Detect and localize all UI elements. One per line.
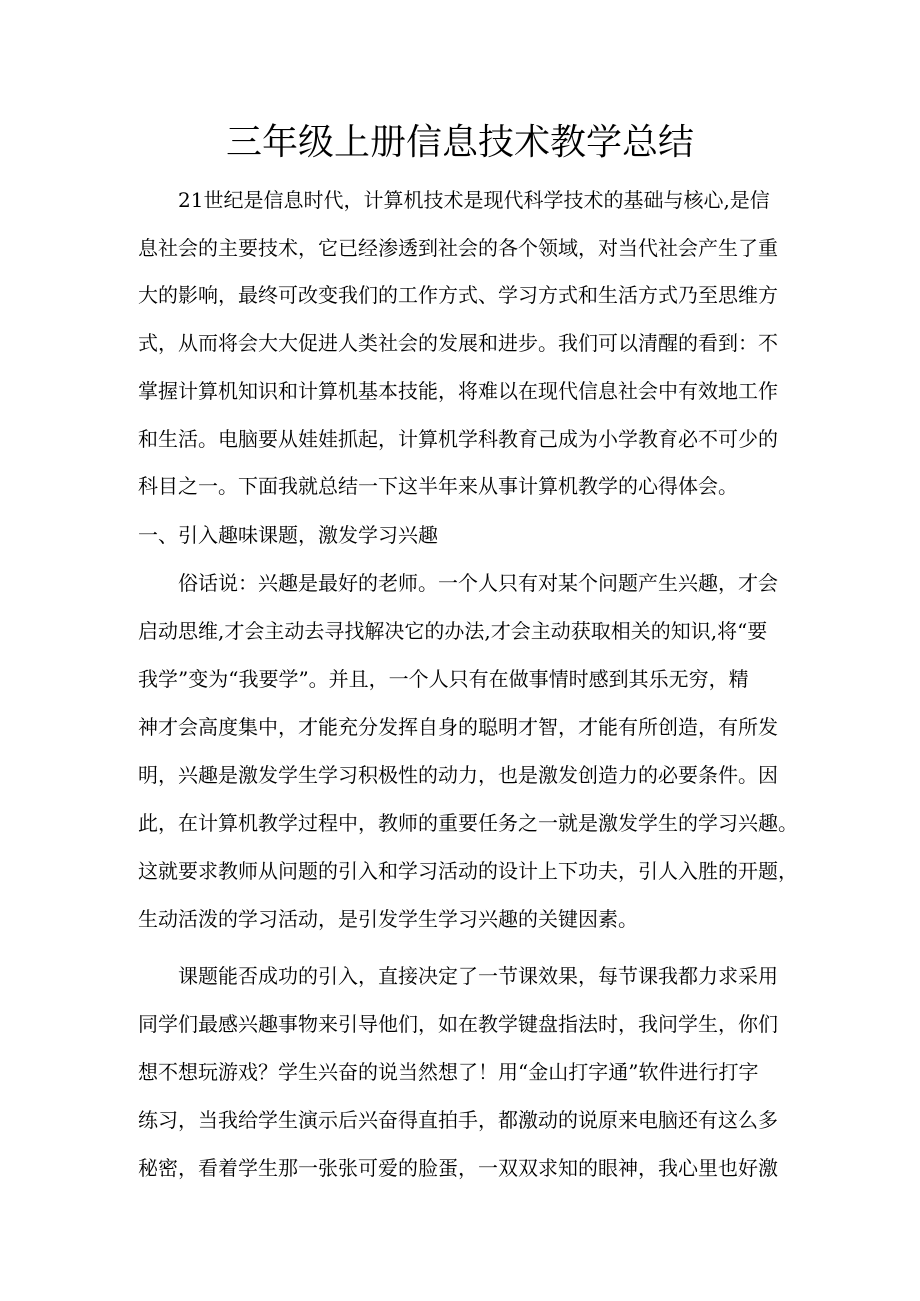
- paragraph-line: 此，在计算机教学过程中，教师的重要任务之一就是激发学生的学习兴趣。: [138, 811, 798, 835]
- paragraph-line: 息社会的主要技术，它已经渗透到社会的各个领域，对当代社会产生了重: [138, 236, 778, 260]
- paragraph-line: 课题能否成功的引入，直接决定了一节课效果，每节课我都力求采用: [178, 964, 778, 988]
- paragraph-line: 练习，当我给学生演示后兴奋得直拍手，都激动的说原来电脑还有这么多: [138, 1108, 778, 1132]
- paragraph-line: 这就要求教师从问题的引入和学习活动的设计上下功夫，引人入胜的开题，: [138, 859, 798, 883]
- paragraph-line: 生动活泼的学习活动，是引发学生学习兴趣的关键因素。: [138, 907, 638, 931]
- paragraph-line: 大的影响，最终可改变我们的工作方式、学习方式和生活方式乃至思维方: [138, 283, 778, 307]
- paragraph-line: 我学”变为“我要学”。并且，一个人只有在做事情时感到其乐无穷，精: [138, 667, 749, 691]
- paragraph-line: 启动思维,才会主动去寻找解决它的办法,才会主动获取相关的知识,将“要: [138, 619, 768, 643]
- paragraph-line: 同学们最感兴趣事物来引导他们，如在教学键盘指法时，我问学生，你们: [138, 1012, 778, 1036]
- paragraph-line: 俗话说：兴趣是最好的老师。一个人只有对某个问题产生兴趣，才会: [178, 571, 778, 595]
- paragraph-line: 式，从而将会大大促进人类社会的发展和进步。我们可以清醒的看到：不: [138, 331, 778, 355]
- paragraph-line: 21世纪是信息时代，计算机技术是现代科学技术的基础与核心,是信: [178, 188, 770, 212]
- paragraph-line: 明，兴趣是激发学生学习积极性的动力，也是激发创造力的必要条件。因: [138, 763, 778, 787]
- paragraph-line: 秘密，看着学生那一张张可爱的脸蛋，一双双求知的眼神，我心里也好激: [138, 1156, 778, 1180]
- document-title: 三年级上册信息技术教学总结: [225, 122, 694, 163]
- paragraph-line: 和生活。电脑要从娃娃抓起，计算机学科教育己成为小学教育必不可少的: [138, 427, 778, 451]
- paragraph-line: 科目之一。下面我就总结一下这半年来从事计算机教学的心得体会。: [138, 474, 738, 498]
- paragraph-line: 掌握计算机知识和计算机基本技能，将难以在现代信息社会中有效地工作: [138, 379, 778, 403]
- paragraph-line: 想不想玩游戏？学生兴奋的说当然想了！用“金山打字通”软件进行打字: [138, 1060, 759, 1084]
- paragraph-line: 神才会高度集中，才能充分发挥自身的聪明才智，才能有所创造，有所发: [138, 715, 778, 739]
- section-heading: 一、引入趣味课题，激发学习兴趣: [138, 523, 438, 547]
